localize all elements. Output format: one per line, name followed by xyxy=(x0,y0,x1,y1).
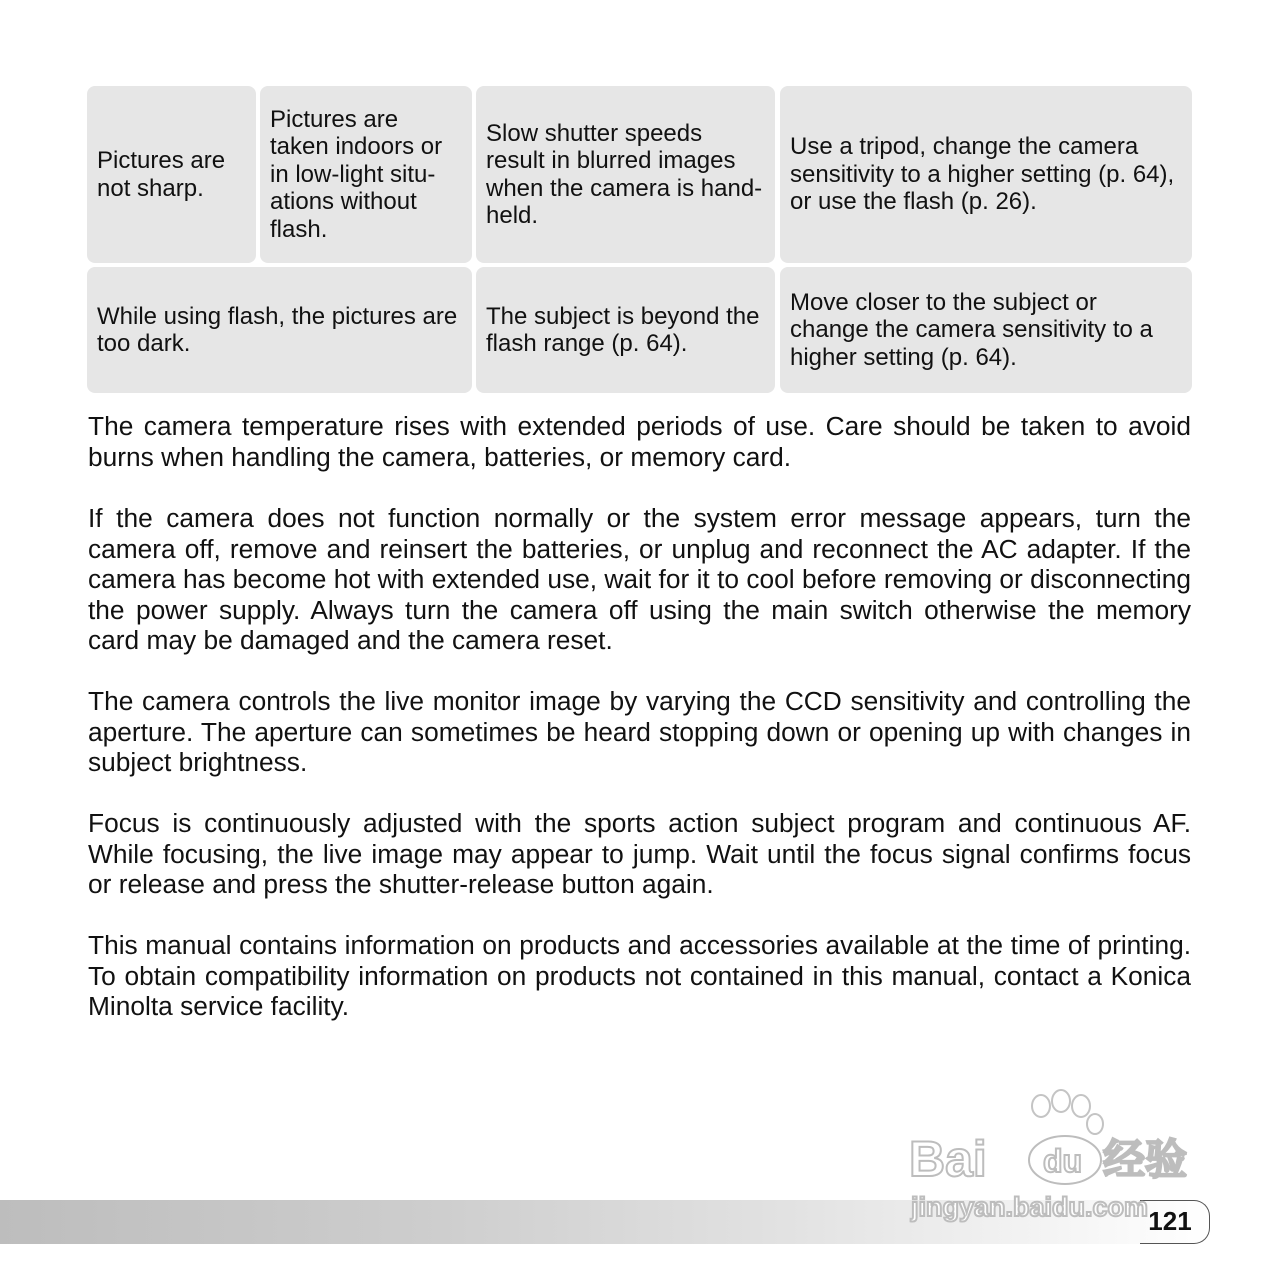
row1-solution: Use a tripod, change the camera sensitivity to a higher setting (p. 64), or use the flash (p. 26). xyxy=(780,86,1192,263)
watermark-brand: Bai xyxy=(909,1131,987,1187)
paragraph-manual-info: This manual contains information on products and accessories available at the time of printing. To obtain compatibility information on products not contained in this manual, contact a Konica Minolta service facility. xyxy=(88,930,1191,1021)
row1-condition: Pictures are taken indoors or in low-light situ-ations without flash. xyxy=(260,86,472,263)
row1-symptom: Pictures are not sharp. xyxy=(87,86,256,263)
paw-icon xyxy=(1032,1090,1103,1134)
row2-cause: The subject is beyond the flash range (p. 64). xyxy=(476,267,775,393)
watermark-site: jingyan.baidu.com xyxy=(911,1192,1149,1222)
paragraph-error-message: If the camera does not function normally or the system error message appears, turn the camera off, remove and reinsert the batteries, or unplug and reconnect the AC adapter. If the camera has become hot with extended use, wait for it to cool before removing or disconnecting the power supply. Always turn the camera off using the main switch otherwise the memory card may be damaged and the camera reset. xyxy=(88,503,1191,655)
page-number: 121 xyxy=(1148,1206,1192,1236)
row2-symptom: While using flash, the pictures are too dark. xyxy=(87,267,472,393)
watermark-brand-du: du xyxy=(1043,1143,1083,1179)
row2-solution: Move closer to the subject or change the camera sensitivity to a higher setting (p. 64). xyxy=(780,267,1192,393)
row1-cause: Slow shutter speeds result in blurred images when the camera is hand-held. xyxy=(476,86,775,263)
baidu-jingyan-watermark xyxy=(905,1088,1205,1228)
watermark-brand-cn: 经验 xyxy=(1103,1136,1188,1183)
paragraph-temperature: The camera temperature rises with extended periods of use. Care should be taken to avoid burns when handling the camera, batteries, or memory card. xyxy=(88,411,1191,472)
paragraph-focus: Focus is continuously adjusted with the sports action subject program and continuous AF. While focusing, the live image may appear to jump. Wait until the focus signal confirms focus or release and press the shutter-release button again. xyxy=(88,808,1191,899)
paragraph-live-monitor: The camera controls the live monitor image by varying the CCD sensitivity and controlling the aperture. The aperture can sometimes be heard stopping down or opening up with changes in subject brightness. xyxy=(88,686,1191,777)
